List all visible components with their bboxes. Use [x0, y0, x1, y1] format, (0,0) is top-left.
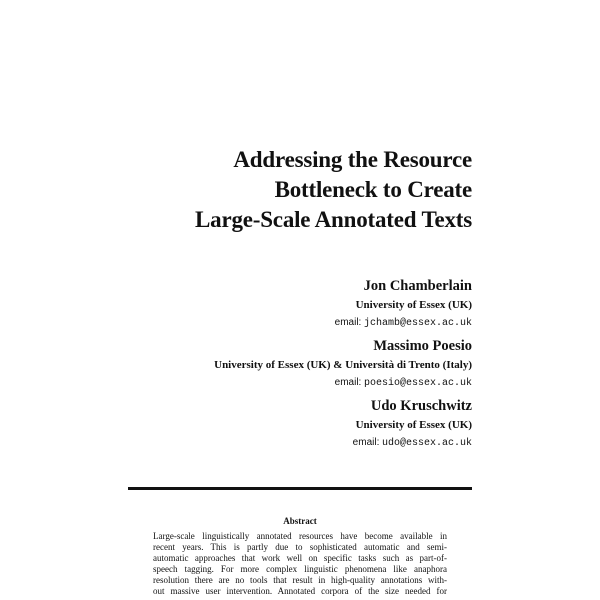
- title-line: Large-Scale Annotated Texts: [195, 207, 472, 232]
- author-affiliation: University of Essex (UK): [355, 299, 472, 311]
- author-block: [214, 396, 472, 453]
- abstract-line: resolution there are no tools that result in high-quality annotations with-: [153, 575, 447, 585]
- title-line: Addressing the Resource: [233, 147, 472, 172]
- email-label: email:: [334, 377, 362, 388]
- abstract-line: Large-scale linguistically annotated resources have become available in: [153, 531, 447, 541]
- email-label: email:: [334, 317, 362, 328]
- title-line: Bottleneck to Create: [274, 177, 472, 202]
- abstract-line: recent years. This is partly due to sophisticated automatic and semi-: [153, 542, 447, 552]
- email-address[interactable]: poesio@essex.ac.uk: [363, 378, 472, 389]
- author-affiliation: University of Essex (UK) & Università di Trento (Italy): [214, 359, 472, 371]
- email-label: email:: [352, 437, 380, 448]
- author-list: [214, 276, 472, 456]
- author-name: Jon Chamberlain: [363, 278, 472, 294]
- author-name: Udo Kruschwitz: [370, 398, 472, 414]
- horizontal-rule: [128, 487, 472, 490]
- author-email-line: [214, 434, 472, 453]
- author-block: [214, 336, 472, 393]
- abstract-line: speech tagging. For more complex linguistic phenomena like anaphora: [153, 564, 447, 574]
- author-name: Massimo Poesio: [373, 338, 472, 354]
- author-email-line: [214, 314, 472, 333]
- email-address[interactable]: jchamb@essex.ac.uk: [363, 318, 472, 329]
- author-email-line: [214, 374, 472, 393]
- abstract-line: out massive user intervention. Annotated corpora of the size needed for: [153, 586, 447, 596]
- abstract-heading: Abstract: [283, 516, 317, 526]
- paper-title: [195, 145, 472, 235]
- email-address[interactable]: udo@essex.ac.uk: [381, 438, 472, 449]
- abstract-line: automatic approaches that work well on specific tasks such as part-of-: [153, 553, 447, 563]
- author-affiliation: University of Essex (UK): [355, 419, 472, 431]
- author-block: [214, 276, 472, 333]
- abstract-body: [153, 531, 447, 597]
